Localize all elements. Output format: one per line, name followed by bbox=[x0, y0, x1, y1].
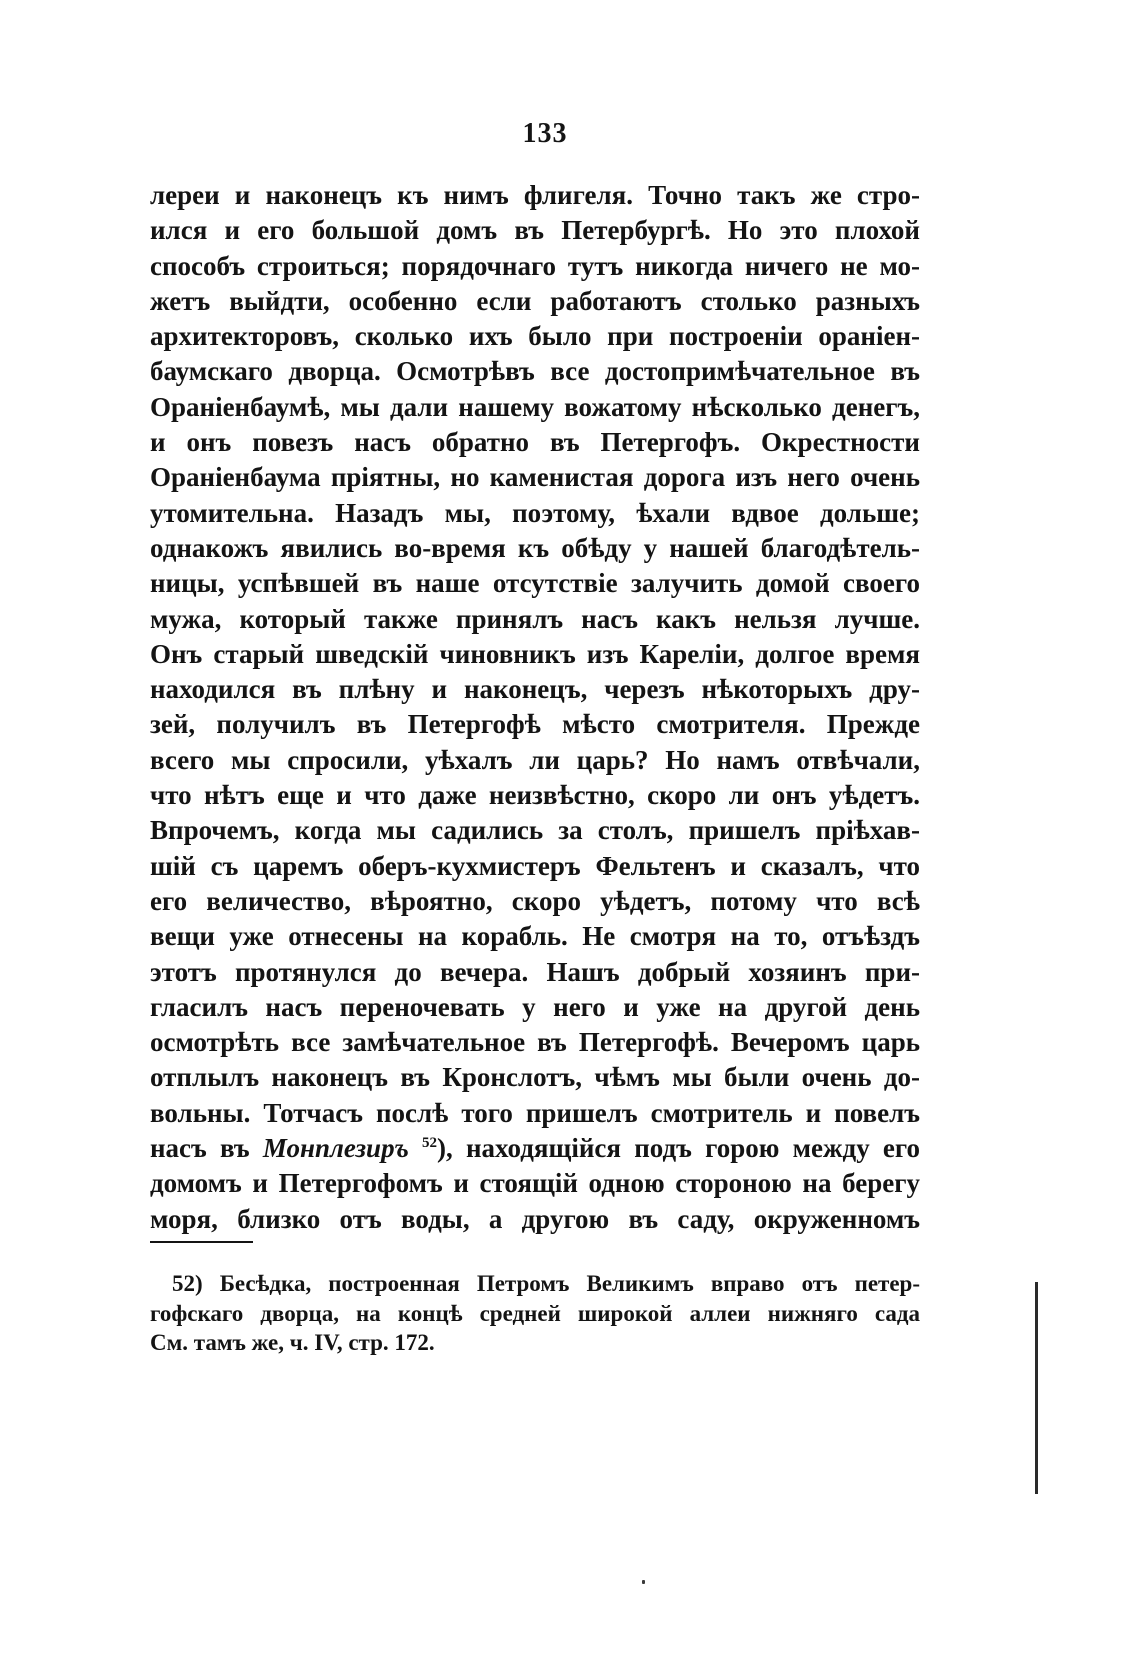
text-line: архитекторовъ, сколько ихъ было при построеніи ораніен- bbox=[150, 321, 920, 352]
text-fragment: насъ въ bbox=[150, 1133, 250, 1164]
text-line: Впрочемъ, когда мы садились за столъ, пришелъ пріѣхав- bbox=[150, 815, 920, 846]
italic-place-name: Монплезиръ bbox=[262, 1133, 409, 1164]
text-line: отплылъ наконецъ въ Кронслотъ, чѣмъ мы были очень до- bbox=[150, 1062, 920, 1093]
text-fragment: ), находящійся подъ горою между его bbox=[437, 1133, 920, 1164]
text-line: шій съ царемъ оберъ-кухмистеръ Фельтенъ и сказалъ, что bbox=[150, 850, 920, 881]
footnote-divider bbox=[150, 1241, 253, 1243]
text-line: баумскаго дворца. Осмотрѣвъ все достопримѣчательное въ bbox=[150, 356, 920, 387]
text-line: этотъ протянулся до вечера. Нашъ добрый хозяинъ при- bbox=[150, 956, 920, 987]
text-line: и онъ повезъ насъ обратно въ Петергофъ. Окрестности bbox=[150, 427, 920, 458]
text-line: домомъ и Петергофомъ и стоящій одною стороною на берегу bbox=[150, 1168, 920, 1199]
text-line: ился и его большой домъ въ Петербургѣ. Но это плохой bbox=[150, 215, 920, 246]
text-line: способъ строиться; порядочнаго тутъ никогда ничего не мо- bbox=[150, 250, 920, 281]
footnote-line: См. тамъ же, ч. IV, стр. 172. bbox=[150, 1330, 435, 1355]
body-text bbox=[150, 178, 920, 1237]
text-line-with-footnote-ref bbox=[150, 1131, 920, 1166]
text-line: Онъ старый шведскій чиновникъ изъ Кареліи, долгое время bbox=[150, 638, 920, 669]
text-line: его величество, вѣроятно, скоро уѣдетъ, потому что всѣ bbox=[150, 885, 920, 916]
text-line: Ораніенбаумѣ, мы дали нашему вожатому нѣсколько денегъ, bbox=[150, 391, 920, 422]
footnote-line: гофскаго дворца, на концѣ средней широкой аллеи нижняго сада bbox=[150, 1300, 920, 1326]
text-line: гласилъ насъ переночевать у него и уже на другой день bbox=[150, 991, 920, 1022]
text-line: утомительна. Назадъ мы, поэтому, ѣхали вдвое дольше; bbox=[150, 497, 920, 528]
text-line: вещи уже отнесены на корабль. Не смотря на то, отъѣздъ bbox=[150, 921, 920, 952]
text-line: жетъ выйдти, особенно если работаютъ столько разныхъ bbox=[150, 285, 920, 316]
text-line: мужа, который также принялъ насъ какъ нельзя лучше. bbox=[150, 603, 920, 634]
page-number: 133 bbox=[522, 118, 568, 149]
text-line: осмотрѣть все замѣчательное въ Петергофѣ. Вечеромъ царь bbox=[150, 1027, 920, 1058]
text-line: однакожъ явились во-время къ обѣду у нашей благодѣтель- bbox=[150, 532, 920, 563]
text-line: моря, близко отъ воды, а другою въ саду, окруженномъ bbox=[150, 1203, 920, 1234]
text-line: лереи и наконецъ къ нимъ флигеля. Точно такъ же стро- bbox=[150, 180, 920, 210]
text-line: вольны. Тотчасъ послѣ того пришелъ смотритель и повелъ bbox=[150, 1097, 920, 1128]
text-line: всего мы спросили, уѣхалъ ли царь? Но намъ отвѣчали, bbox=[150, 744, 920, 775]
footnote-line: 52) Бесѣдка, построенная Петромъ Великимъ вправо отъ петер- bbox=[172, 1271, 920, 1296]
text-line: ницы, успѣвшей въ наше отсутствіе залучить домой своего bbox=[150, 568, 920, 599]
scan-speck bbox=[642, 1580, 645, 1584]
text-line: находился въ плѣну и наконецъ, черезъ нѣкоторыхъ дру- bbox=[150, 674, 920, 705]
margin-scan-mark bbox=[1035, 1282, 1038, 1494]
footnote-reference[interactable]: 52 bbox=[422, 1135, 438, 1152]
text-line: зей, получилъ въ Петергофѣ мѣсто смотрителя. Прежде bbox=[150, 709, 920, 740]
text-line: Ораніенбаума пріятны, но каменистая дорога изъ него очень bbox=[150, 462, 920, 493]
footnote-block bbox=[150, 1269, 920, 1358]
text-line: что нѣтъ еще и что даже неизвѣстно, скоро ли онъ уѣдетъ. bbox=[150, 780, 920, 811]
